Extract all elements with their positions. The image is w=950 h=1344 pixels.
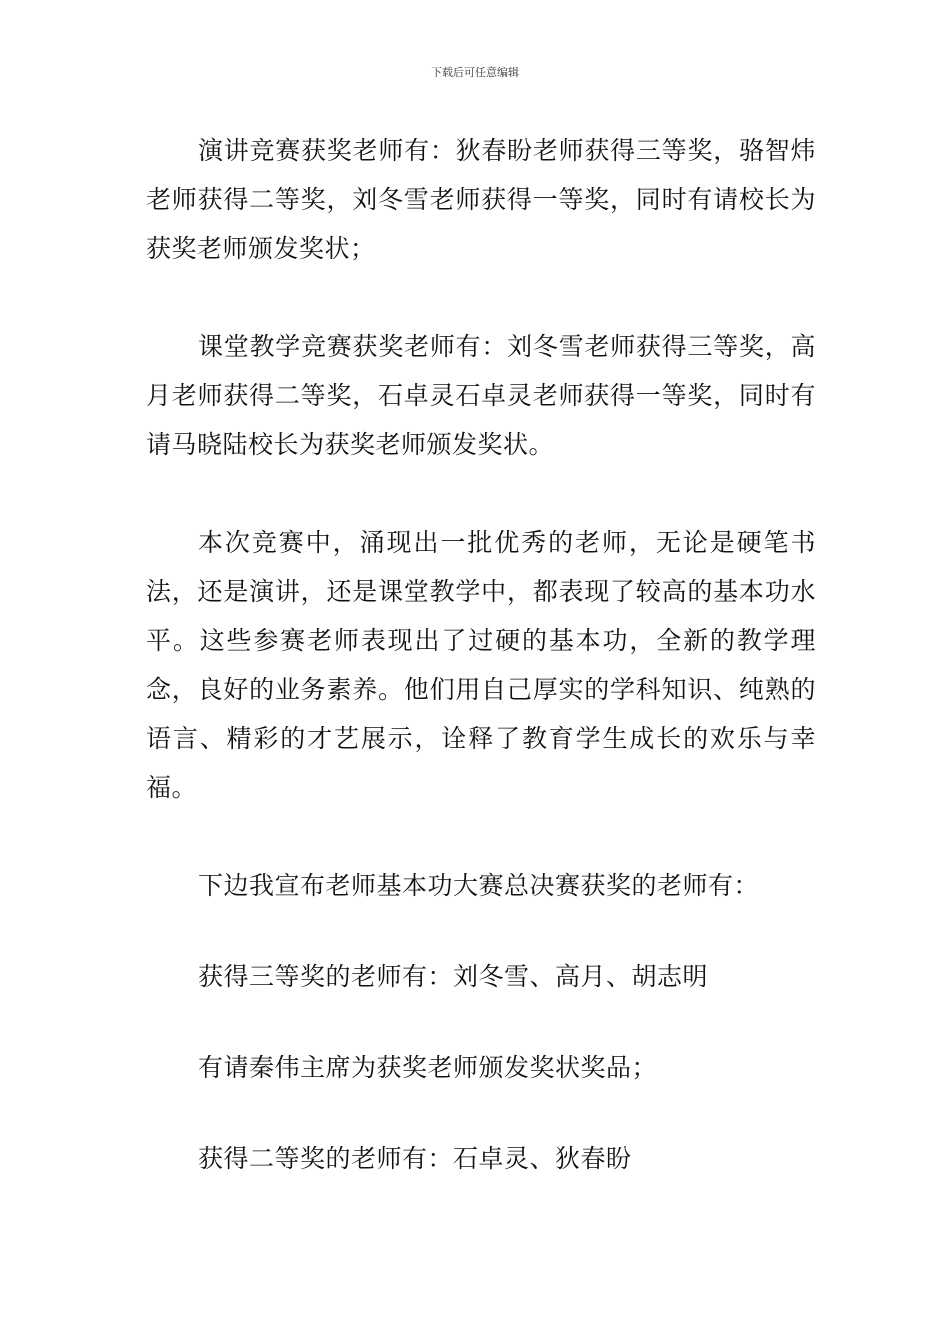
paragraph-summary: 本次竞赛中，涌现出一批优秀的老师，无论是硬笔书法，还是演讲，还是课堂教学中，都表现了较高的基本功水平。这些参赛老师表现出了过硬的基本功，全新的教学理念，良好的业务素养。他们用自己厚实的学科知识、纯熟的语言、精彩的才艺展示，诠释了教育学生成长的欢乐与幸福。: [146, 528, 816, 802]
paragraph-spacer: [146, 273, 816, 322]
paragraph-spacer: [146, 469, 816, 518]
paragraph-spacer: [146, 910, 816, 952]
paragraph-spacer: [146, 812, 816, 861]
paragraph-speech-contest: 演讲竞赛获奖老师有：狄春盼老师获得三等奖，骆智炜老师获得二等奖，刘冬雪老师获得一等奖，同时有请校长为获奖老师颁发奖状；: [146, 136, 816, 263]
paragraph-second-prize: 获得二等奖的老师有：石卓灵、狄春盼: [198, 1144, 632, 1173]
paragraph-spacer: [146, 1001, 816, 1043]
paragraph-classroom-contest: 课堂教学竞赛获奖老师有：刘冬雪老师获得三等奖，高月老师获得二等奖，石卓灵石卓灵老师获得一等奖，同时有请马晓陆校长为获奖老师颁发奖状。: [146, 332, 816, 459]
page-header-note: 下载后可任意编辑: [431, 66, 519, 79]
paragraph-spacer: [146, 1092, 816, 1134]
document-body: [146, 126, 816, 1183]
paragraph-invite-chairman: 有请秦伟主席为获奖老师颁发奖状奖品；: [198, 1053, 658, 1082]
paragraph-announcement: 下边我宣布老师基本功大赛总决赛获奖的老师有：: [198, 871, 760, 900]
paragraph-third-prize: 获得三等奖的老师有：刘冬雪、高月、胡志明: [198, 962, 709, 991]
